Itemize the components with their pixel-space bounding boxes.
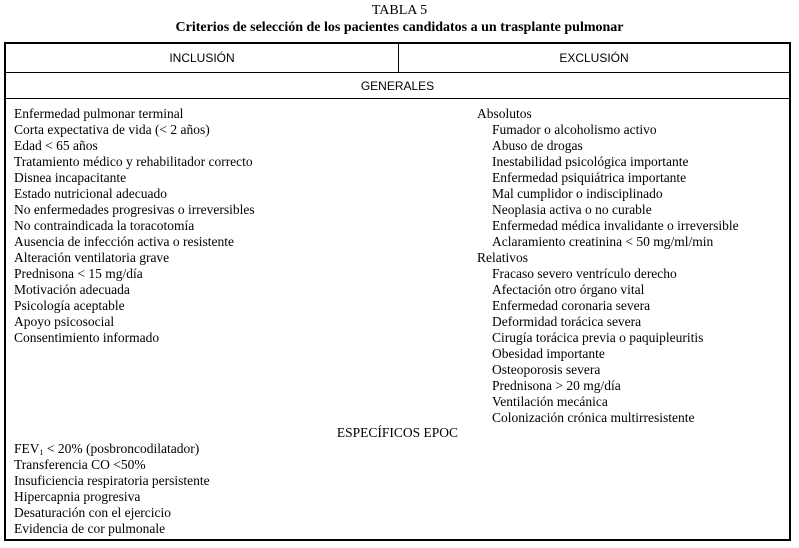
list-item: Colonización crónica multirresistente (492, 410, 695, 425)
criteria-table (4, 42, 791, 541)
fev-subscript: 1 (39, 448, 44, 457)
list-item: Alteración ventilatoria grave (14, 250, 170, 265)
table-title: Criterios de selección de los pacientes candidatos a un trasplante pulmonar (175, 20, 624, 35)
list-item: Edad < 65 años (14, 138, 98, 153)
list-item: Fumador o alcoholismo activo (492, 122, 657, 137)
table-number: TABLA 5 (371, 3, 428, 18)
list-item: Prednisona > 20 mg/día (492, 378, 621, 393)
list-item: Abuso de drogas (492, 138, 583, 153)
list-item: Neoplasia activa o no curable (492, 202, 652, 217)
list-item: Disnea incapacitante (14, 170, 127, 185)
list-item: Tratamiento médico y rehabilitador correcto (14, 154, 253, 169)
list-item: Estado nutricional adecuado (14, 186, 167, 201)
list-item: Ventilación mecánica (492, 394, 608, 409)
list-item: Enfermedad psiquiátrica importante (492, 170, 687, 185)
epoc-list (14, 441, 210, 537)
list-item: Obesidad importante (492, 346, 605, 361)
list-item: Insuficiencia respiratoria persistente (14, 473, 210, 488)
list-item: Consentimiento informado (14, 330, 160, 345)
list-item: Afectación otro órgano vital (492, 282, 645, 297)
list-item: Psicología aceptable (14, 298, 125, 313)
list-item: Enfermedad pulmonar terminal (14, 106, 184, 121)
list-item: Prednisona < 15 mg/día (14, 266, 143, 281)
list-item: Corta expectativa de vida (< 2 años) (14, 122, 210, 137)
header-divider (6, 72, 789, 73)
list-item: No enfermedades progresivas o irreversibles (14, 202, 255, 217)
list-item: Fracaso severo ventrículo derecho (492, 266, 677, 281)
list-item: Osteoporosis severa (492, 362, 601, 377)
list-item: Ausencia de infección activa o resistente (14, 234, 235, 249)
list-item: No contraindicada la toracotomía (14, 218, 195, 233)
list-item: Evidencia de cor pulmonale (14, 521, 166, 536)
absolutos-label: Absolutos (477, 106, 532, 121)
list-item: Mal cumplidor o indisciplinado (492, 186, 663, 201)
list-item: Motivación adecuada (14, 282, 130, 297)
section-generales: GENERALES (360, 79, 435, 93)
relativos-label: Relativos (477, 250, 528, 265)
inclusion-list (14, 106, 255, 346)
list-item: Deformidad torácica severa (492, 314, 642, 329)
exclusion-list (477, 106, 739, 426)
header-inclusion: INCLUSIÓN (6, 44, 399, 72)
list-item: Inestabilidad psicológica importante (492, 154, 689, 169)
list-item: Enfermedad coronaria severa (492, 298, 651, 313)
list-item: Hipercapnia progresiva (14, 489, 141, 504)
header-exclusion: EXCLUSIÓN (559, 51, 629, 65)
list-item: Cirugía torácica previa o paquipleuritis (492, 330, 704, 345)
list-item: Enfermedad médica invalidante o irreversible (492, 218, 739, 233)
list-item: Desaturación con el ejercicio (14, 505, 172, 520)
table-header (6, 44, 789, 72)
list-item: Apoyo psicosocial (14, 314, 115, 329)
list-item: Transferencia CO <50% (14, 457, 146, 472)
list-item-fev (14, 441, 210, 457)
list-item: Aclaramiento creatinina < 50 mg/ml/min (492, 234, 714, 249)
fev-suffix: < 20% (posbroncodilatador) (43, 441, 200, 456)
section-divider (6, 98, 789, 99)
fev-prefix: FEV (14, 441, 40, 456)
section-especificos: ESPECÍFICOS EPOC (336, 425, 459, 440)
